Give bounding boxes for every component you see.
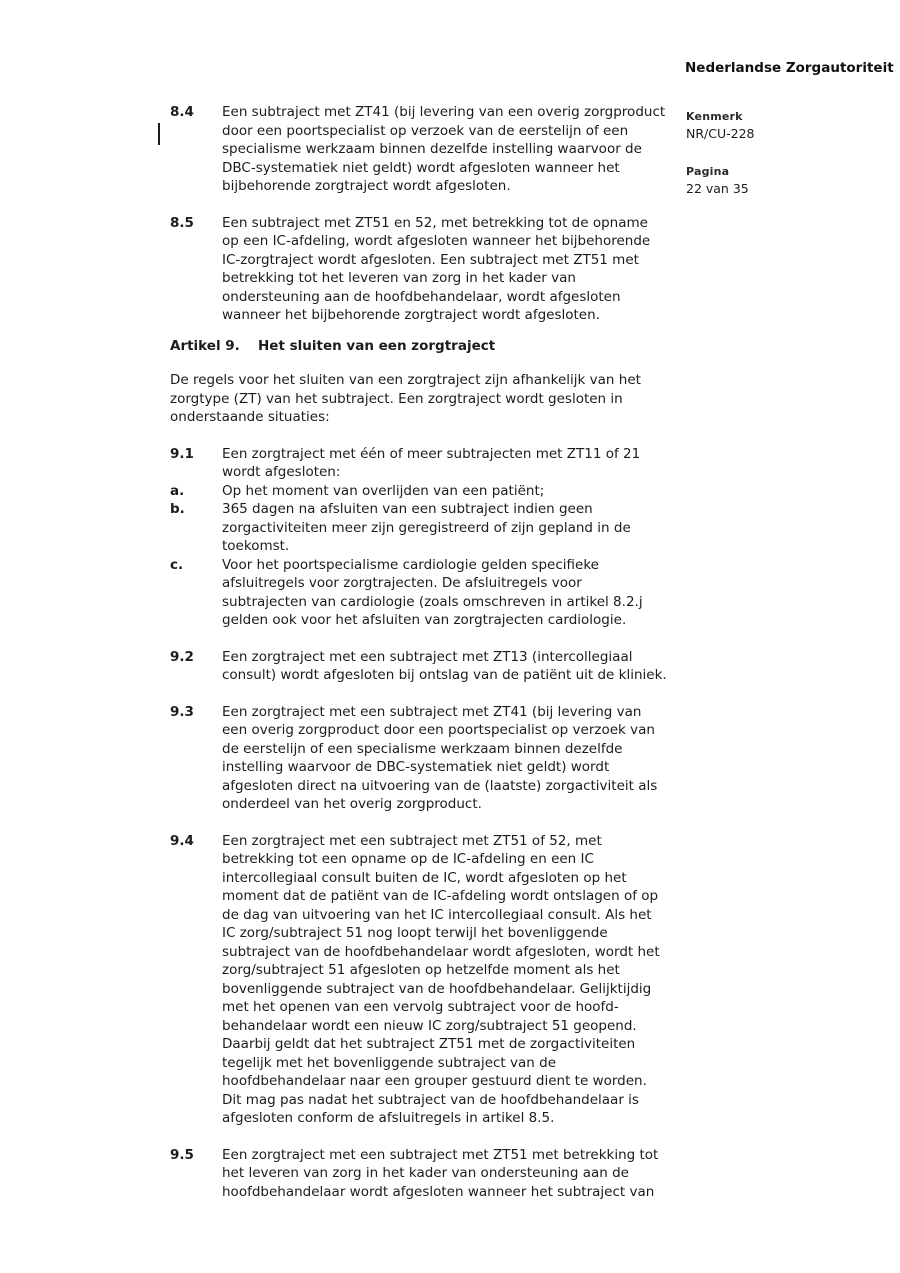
text-line: moment dat de patiënt van de IC-afdeling wordt ontslagen of op — [222, 888, 659, 904]
section-9-4 — [170, 832, 710, 1128]
text-line: DBC-systematiek niet geldt) wordt afgesloten wanneer het — [222, 159, 620, 176]
text-line: tegelijk met het bovenliggende subtraject van de — [222, 1054, 556, 1071]
text-line: hoofdbehandelaar wordt afgesloten wanneer het subtraject van — [222, 1183, 655, 1200]
text-line: toekomst. — [222, 538, 290, 554]
document-body — [170, 103, 710, 1201]
section-label: 9.2 — [170, 648, 194, 665]
text-line: door een poortspecialist op verzoek van de eerstelijn of een — [222, 122, 629, 139]
section-label: 8.5 — [170, 214, 194, 231]
text-line: Voor het poortspecialisme cardiologie gelden specifieke — [222, 556, 599, 573]
section-label: 9.5 — [170, 1146, 194, 1163]
text-line: IC-zorgtraject wordt afgesloten. Een subtraject met ZT51 met — [222, 251, 639, 268]
text-line: afgesloten conform de afsluitregels in artikel 8.5. — [222, 1110, 555, 1126]
text-line: consult) wordt afgesloten bij ontslag van de patiënt uit de kliniek. — [222, 667, 667, 683]
section-label: 8.4 — [170, 104, 194, 120]
margin-change-marker — [158, 123, 160, 145]
text-line: subtraject van de hoofdbehandelaar wordt afgesloten, wordt het — [222, 943, 660, 960]
text-line: 365 dagen na afsluiten van een subtraject indien geen — [222, 501, 593, 517]
text-line: onderstaande situaties: — [170, 409, 330, 425]
text-line: Een subtraject met ZT41 (bij levering van een overig zorgproduct — [222, 104, 666, 120]
text-line: de dag van uitvoering van het IC intercollegiaal consult. Als het — [222, 906, 652, 923]
text-line: met het openen van een vervolg subtraject voor de hoofd- — [222, 999, 619, 1015]
section-label: 9.4 — [170, 832, 194, 849]
section-label: 9.1 — [170, 445, 194, 462]
section-text — [222, 832, 710, 1128]
text-line: Een zorgtraject met één of meer subtrajecten met ZT11 of 21 — [222, 445, 641, 462]
text-line: wordt afgesloten: — [222, 464, 341, 480]
text-line: zorg/subtraject 51 afgesloten op hetzelfde moment als het — [222, 962, 620, 978]
section-text — [170, 371, 710, 427]
text-line: Een zorgtraject met een subtraject met ZT41 (bij levering van — [222, 703, 642, 720]
section-9-5 — [170, 1146, 710, 1202]
section-9-3 — [170, 703, 710, 814]
section-b — [170, 500, 710, 556]
section-text — [222, 445, 710, 482]
text-line: zorgtype (ZT) van het subtraject. Een zorgtraject wordt gesloten in — [170, 390, 623, 407]
section-label: c. — [170, 556, 184, 573]
section-9-2 — [170, 648, 710, 685]
text-line: op een IC-afdeling, wordt afgesloten wanneer het bijbehorende — [222, 233, 651, 249]
section-8-5 — [170, 214, 710, 325]
section-text — [222, 214, 710, 325]
article-title: Het sluiten van een zorgtraject — [258, 337, 496, 354]
text-line: Een zorgtraject met een subtraject met ZT51 met betrekking tot — [222, 1146, 659, 1163]
text-line: bovenliggende subtraject van de hoofdbehandelaar. Gelijktijdig — [222, 980, 652, 997]
kenmerk-label: Kenmerk — [686, 110, 743, 123]
text-line: Een zorgtraject met een subtraject met ZT51 of 52, met — [222, 832, 602, 849]
article-heading — [170, 337, 710, 356]
text-line: Daarbij geldt dat het subtraject ZT51 met de zorgactiviteiten — [222, 1036, 636, 1052]
text-line: het leveren van zorg in het kader van ondersteuning aan de — [222, 1165, 629, 1181]
section-a — [170, 482, 710, 501]
text-line: Op het moment van overlijden van een patiënt; — [222, 482, 545, 499]
text-line: IC zorg/subtraject 51 nog loopt terwijl het bovenliggende — [222, 925, 608, 941]
section-label: a. — [170, 482, 185, 499]
text-line: De regels voor het sluiten van een zorgtraject zijn afhankelijk van het — [170, 372, 641, 388]
text-line: Een subtraject met ZT51 en 52, met betrekking tot de opname — [222, 214, 648, 231]
section-label: 9.3 — [170, 703, 194, 720]
section-text — [222, 1146, 710, 1202]
intro-paragraph — [170, 371, 710, 427]
article-number: Artikel 9. — [170, 337, 240, 354]
organization-name: Nederlandse Zorgautoriteit — [685, 60, 894, 76]
text-line: hoofdbehandelaar naar een grouper gestuurd dient te worden. — [222, 1073, 647, 1089]
text-line: afsluitregels voor zorgtrajecten. De afsluitregels voor — [222, 575, 582, 591]
document-meta-sidebar — [686, 110, 856, 220]
text-line: gelden ook voor het afsluiten van zorgtrajecten cardiologie. — [222, 612, 627, 628]
text-line: wanneer het bijbehorende zorgtraject wordt afgesloten. — [222, 307, 600, 323]
text-line: betrekking tot een opname op de IC-afdeling en een IC — [222, 851, 594, 867]
text-line: ondersteuning aan de hoofdbehandelaar, wordt afgesloten — [222, 288, 621, 305]
text-line: onderdeel van het overig zorgproduct. — [222, 796, 482, 812]
text-line: betrekking tot het leveren van zorg in het kader van — [222, 270, 576, 286]
text-line: Dit mag pas nadat het subtraject van de hoofdbehandelaar is — [222, 1091, 639, 1108]
text-line: een overig zorgproduct door een poortspecialist op verzoek van — [222, 722, 655, 738]
text-line: bijbehorende zorgtraject wordt afgesloten. — [222, 178, 511, 194]
pagina-value: 22 van 35 — [686, 181, 749, 196]
text-line: Een zorgtraject met een subtraject met ZT13 (intercollegiaal — [222, 648, 633, 665]
kenmerk-value: NR/CU-228 — [686, 126, 755, 141]
section-label: b. — [170, 501, 185, 517]
section-text — [222, 103, 710, 196]
text-line: behandelaar wordt een nieuw IC zorg/subtraject 51 geopend. — [222, 1017, 637, 1034]
text-line: afgesloten direct na uitvoering van de (laatste) zorgactiviteit als — [222, 777, 658, 794]
text-line: instelling waarvoor de DBC-systematiek niet geldt) wordt — [222, 759, 610, 775]
section-9-1 — [170, 445, 710, 482]
text-line: zorgactiviteiten meer zijn geregistreerd of zijn gepland in de — [222, 519, 631, 536]
section-text — [222, 500, 710, 556]
section-8-4 — [170, 103, 710, 196]
kenmerk-block — [686, 110, 856, 141]
section-text — [222, 648, 710, 685]
text-line: subtrajecten van cardiologie (zoals omschreven in artikel 8.2.j — [222, 593, 643, 610]
text-line: de eerstelijn of een specialisme werkzaam binnen dezelfde — [222, 740, 623, 757]
section-text — [222, 556, 710, 630]
text-line: specialisme werkzaam binnen dezelfde instelling waarvoor de — [222, 141, 642, 157]
section-text — [222, 482, 710, 501]
text-line: intercollegiaal consult buiten de IC, wordt afgesloten op het — [222, 869, 627, 886]
pagina-label: Pagina — [686, 165, 730, 178]
section-text — [222, 703, 710, 814]
section-c — [170, 556, 710, 630]
pagina-block — [686, 165, 856, 196]
